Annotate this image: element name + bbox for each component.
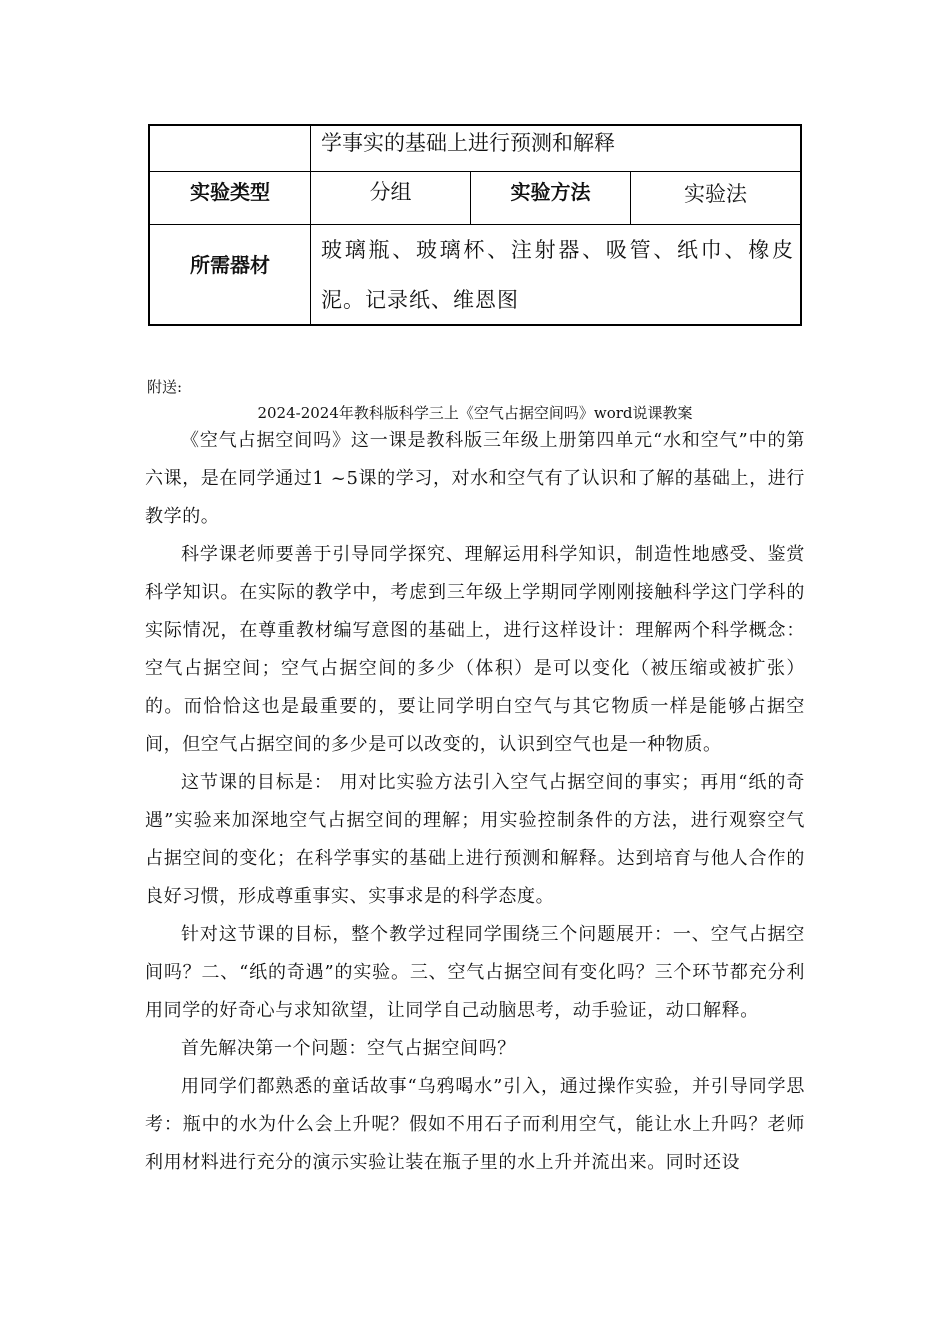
- paragraph-design: 科学课老师要善于引导同学探究、理解运用科学知识，制造性地感受、鉴赏科学知识。在实际的教学中，考虑到三年级上学期同学刚刚接触科学这门学科的实际情况，在尊重教材编写意图的基础上，进行这样设计：理解两个科学概念：空气占据空间；空气占据空间的多少（体积）是可以变化（被压缩或被扩张）的。而恰恰这也是最重要的，要让同学明白空气与其它物质一样是能够占据空间，但空气占据空间的多少是可以改变的，认识到空气也是一种物质。: [145, 544, 805, 755]
- table-row-materials: [150, 224, 800, 324]
- paragraph-first-question: 首先解决第一个问题：空气占据空间吗？: [181, 1038, 516, 1059]
- experiment-method-value: 实验法: [630, 172, 800, 225]
- materials-value: 玻璃瓶、玻璃杯、注射器、吸管、纸巾、橡皮泥。记录纸、维恩图: [310, 225, 800, 324]
- document-body: [145, 422, 805, 1182]
- paragraph-intro: 《空气占据空间吗》这一课是教科版三年级上册第四单元“水和空气”中的第六课，是在同学通过1 ~5课的学习，对水和空气有了认识和了解的基础上，进行教学的。: [145, 430, 805, 527]
- table-row-experiment: [150, 171, 800, 225]
- document-title: 2024-2024年教科版科学三上《空气占据空间吗》word说课教案: [257, 404, 693, 422]
- paragraph-crow-story: 用同学们都熟悉的童话故事“乌鸦喝水”引入，通过操作实验，并引导同学思考：瓶中的水为什么会上升呢？假如不用石子而利用空气，能让水上升吗？老师利用材料进行充分的演示实验让装在瓶子里的水上升并流出来。同时还设: [145, 1076, 805, 1173]
- materials-label: 所需器材: [190, 253, 270, 277]
- table-cell-continuation-text: 学事实的基础上进行预测和解释: [310, 126, 800, 171]
- experiment-type-label: 实验类型: [190, 180, 270, 204]
- lesson-info-table: [148, 124, 802, 326]
- paragraph-goals: 这节课的目标是： 用对比实验方法引入空气占据空间的事实；再用“纸的奇遇”实验来加深地空气占据空间的理解；用实验控制条件的方法，进行观察空气占据空间的变化；在科学事实的基础上进行预测和解释。达到培育与他人合作的良好习惯，形成尊重事实、实事求是的科学态度。: [145, 772, 805, 907]
- experiment-type-value: 分组: [310, 172, 470, 225]
- paragraph-process: 针对这节课的目标，整个教学过程同学围绕三个问题展开：一、空气占据空间吗？二、“纸的奇遇”的实验。三、空气占据空间有变化吗？三个环节都充分利用同学的好奇心与求知欲望，让同学自己动脑思考，动手验证，动口解释。: [145, 924, 805, 1021]
- table-cell-empty: [150, 126, 310, 171]
- appendix-label: 附送:: [147, 378, 183, 396]
- experiment-method-label: 实验方法: [470, 172, 630, 225]
- table-row-continuation: [150, 126, 800, 171]
